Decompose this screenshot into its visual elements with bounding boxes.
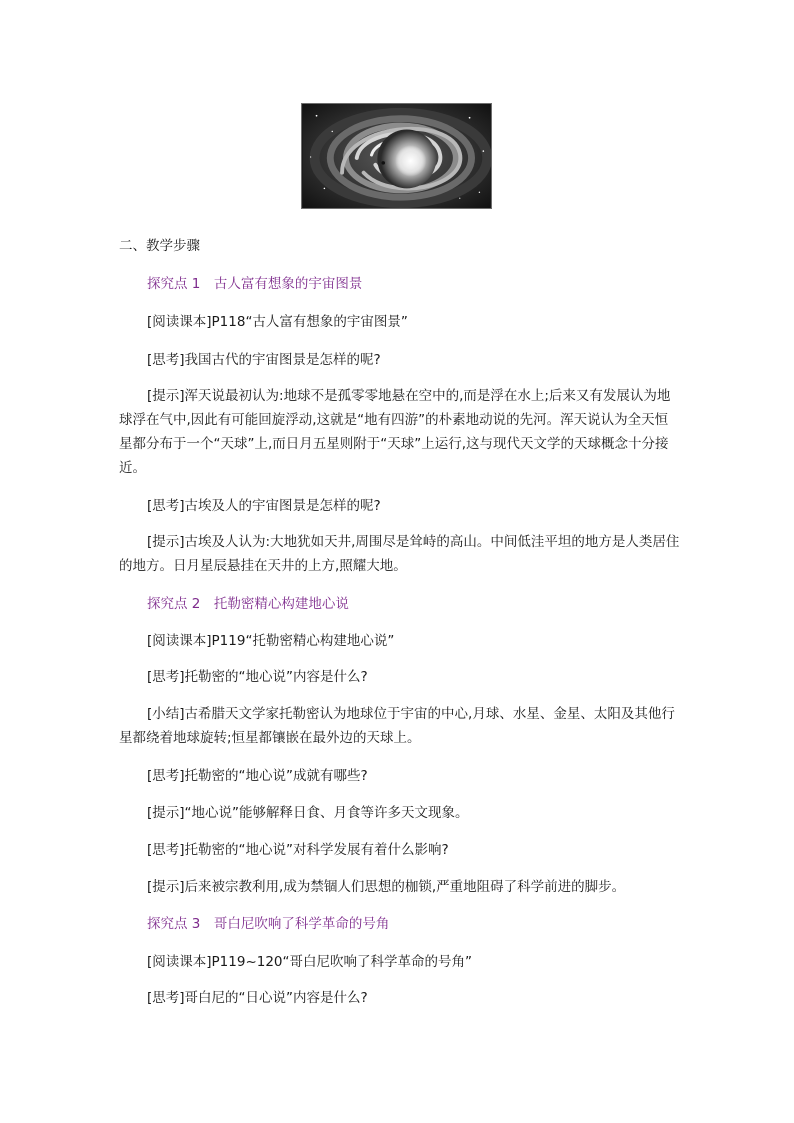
paragraph-think-2: [思考]古埃及人的宇宙图景是怎样的呢? xyxy=(147,498,381,514)
paragraph-reading-1: [阅读课本]P118“古人富有想象的宇宙图景” xyxy=(147,314,408,330)
section-title: 二、教学步骤 xyxy=(119,238,200,254)
paragraph-reading-2: [阅读课本]P119“托勒密精心构建地心说” xyxy=(147,633,395,649)
paragraph-reading-3: [阅读课本]P119~120“哥白尼吹响了科学革命的号角” xyxy=(147,954,473,970)
heading-inquiry-2: 探究点 2 托勒密精心构建地心说 xyxy=(147,596,349,612)
paragraph-hint-4: [提示]后来被宗教利用,成为禁锢人们思想的枷锁,严重地阻碍了科学前进的脚步。 xyxy=(147,879,626,895)
paragraph-hint-2: [提示]古埃及人认为:大地犹如天井,周围尽是耸峙的高山。中间低洼平坦的地方是人类居住的地方。日月星辰悬挂在天井的上方,照耀大地。 xyxy=(119,534,680,574)
spiral-galaxy-illustration xyxy=(302,104,491,208)
heading-inquiry-1: 探究点 1 古人富有想象的宇宙图景 xyxy=(147,276,363,292)
paragraph-think-3: [思考]托勒密的“地心说”内容是什么? xyxy=(147,669,368,685)
galaxy-image xyxy=(301,103,492,209)
paragraph-think-6: [思考]哥白尼的“日心说”内容是什么? xyxy=(147,990,368,1006)
paragraph-think-1: [思考]我国古代的宇宙图景是怎样的呢? xyxy=(147,352,381,368)
heading-inquiry-3: 探究点 3 哥白尼吹响了科学革命的号角 xyxy=(147,916,390,932)
paragraph-think-4: [思考]托勒密的“地心说”成就有哪些? xyxy=(147,768,368,784)
paragraph-summary: [小结]古希腊天文学家托勒密认为地球位于宇宙的中心,月球、水星、金星、太阳及其他行星都绕着地球旋转;恒星都镶嵌在最外边的天球上。 xyxy=(119,706,675,746)
paragraph-hint-1: [提示]浑天说最初认为:地球不是孤零零地悬在空中的,而是浮在水上;后来又有发展认为地球浮在气中,因此有可能回旋浮动,这就是“地有四游”的朴素地动说的先河。浑天说认为全天恒星都分布于一个“天球”上,而日月五星则附于“天球”上运行,这与现代天文学的天球概念十分接近。 xyxy=(119,388,671,476)
paragraph-think-5: [思考]托勒密的“地心说”对科学发展有着什么影响? xyxy=(147,842,449,858)
paragraph-hint-3: [提示]“地心说”能够解释日食、月食等许多天文现象。 xyxy=(147,805,469,821)
